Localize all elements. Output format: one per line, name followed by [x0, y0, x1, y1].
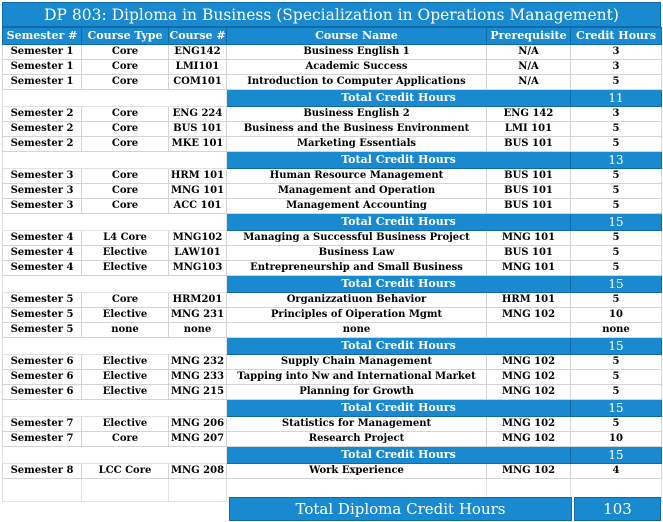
table-row — [3, 122, 662, 137]
empty-cell[interactable] — [3, 479, 82, 502]
total-credit-label[interactable]: Total Credit Hours — [227, 338, 571, 355]
table-cell[interactable]: MNG102 — [169, 231, 227, 246]
table-cell[interactable]: MNG 102 — [487, 370, 571, 385]
table-cell[interactable]: Elective — [82, 308, 169, 323]
table-cell[interactable]: Semester 2 — [3, 137, 82, 152]
total-credit-label[interactable]: Total Credit Hours — [227, 276, 571, 293]
table-row — [3, 323, 662, 338]
total-row — [3, 338, 662, 355]
table-cell[interactable]: Core — [82, 169, 169, 184]
table-cell[interactable]: 3 — [571, 107, 662, 122]
total-row — [3, 152, 662, 169]
total-credit-label[interactable]: Total Credit Hours — [227, 152, 571, 169]
table-cell[interactable]: MNG 207 — [169, 432, 227, 447]
header-cell[interactable]: Credit Hours — [571, 28, 662, 45]
table-cell[interactable]: none — [571, 323, 662, 338]
table-row — [3, 355, 662, 370]
table-cell[interactable]: MNG 101 — [487, 261, 571, 276]
total-credit-value[interactable]: 15 — [571, 447, 662, 464]
table-cell[interactable]: N/A — [487, 75, 571, 90]
table-cell[interactable]: Core — [82, 432, 169, 447]
empty-cell[interactable] — [3, 338, 227, 355]
empty-cell[interactable] — [3, 90, 227, 107]
table-cell[interactable]: MNG 102 — [487, 355, 571, 370]
table-row — [3, 370, 662, 385]
table-cell[interactable]: Business English 2 — [227, 107, 487, 122]
table-row — [3, 246, 662, 261]
table-cell[interactable]: Core — [82, 184, 169, 199]
table-cell[interactable]: Core — [82, 107, 169, 122]
table-row — [3, 385, 662, 400]
table-cell[interactable]: 4 — [571, 464, 662, 479]
table-cell[interactable]: Semester 1 — [3, 45, 82, 60]
table-cell[interactable]: COM101 — [169, 75, 227, 90]
table-row — [3, 75, 662, 90]
header-cell[interactable]: Course # — [169, 28, 227, 45]
header-cell[interactable]: Course Type — [82, 28, 169, 45]
table-cell[interactable]: Organizzatiuon Behavior — [227, 293, 487, 308]
table-cell[interactable]: BUS 101 — [487, 137, 571, 152]
table-cell[interactable]: BUS 101 — [169, 122, 227, 137]
total-credit-value[interactable]: 13 — [571, 152, 662, 169]
grand-total — [229, 497, 661, 521]
table-cell[interactable]: Business Law — [227, 246, 487, 261]
table-cell[interactable]: Semester 6 — [3, 355, 82, 370]
table-cell[interactable]: 5 — [571, 261, 662, 276]
table-cell[interactable]: Semester 3 — [3, 169, 82, 184]
table-cell[interactable]: ENG 142 — [487, 107, 571, 122]
table-cell[interactable]: Semester 6 — [3, 370, 82, 385]
table-cell[interactable]: Statistics for Management — [227, 417, 487, 432]
header-cell[interactable]: Course Name — [227, 28, 487, 45]
table-cell[interactable]: 5 — [571, 169, 662, 184]
table-cell[interactable]: 5 — [571, 385, 662, 400]
table-cell[interactable]: Academic Success — [227, 60, 487, 75]
table-cell[interactable]: 5 — [571, 370, 662, 385]
table-row — [3, 293, 662, 308]
table-cell[interactable]: LMI101 — [169, 60, 227, 75]
table-cell[interactable]: MNG 101 — [487, 231, 571, 246]
table-row — [3, 60, 662, 75]
table-cell[interactable]: LAW101 — [169, 246, 227, 261]
table-cell[interactable]: 5 — [571, 246, 662, 261]
table-cell[interactable]: 5 — [571, 184, 662, 199]
table-cell[interactable]: Core — [82, 45, 169, 60]
empty-cell[interactable] — [82, 479, 169, 502]
table-cell[interactable]: MNG 206 — [169, 417, 227, 432]
table-cell[interactable]: Semester 1 — [3, 60, 82, 75]
table-cell[interactable]: 3 — [571, 60, 662, 75]
table-cell[interactable]: Research Project — [227, 432, 487, 447]
table-cell[interactable]: 5 — [571, 417, 662, 432]
table-row — [3, 184, 662, 199]
table-cell[interactable]: Supply Chain Management — [227, 355, 487, 370]
table-cell[interactable]: 5 — [571, 75, 662, 90]
total-row — [3, 400, 662, 417]
table-cell[interactable]: MNG 233 — [169, 370, 227, 385]
table-cell[interactable]: Human Resource Management — [227, 169, 487, 184]
table-cell[interactable]: HRM201 — [169, 293, 227, 308]
table-cell[interactable]: Semester 4 — [3, 246, 82, 261]
table-cell[interactable]: N/A — [487, 45, 571, 60]
table-row — [3, 432, 662, 447]
table-row — [3, 45, 662, 60]
total-credit-value[interactable]: 15 — [571, 276, 662, 293]
table-cell[interactable]: Core — [82, 60, 169, 75]
table-cell[interactable]: Entrepreneurship and Small Business — [227, 261, 487, 276]
table-cell[interactable]: Tapping into Nw and International Market — [227, 370, 487, 385]
table-row — [3, 169, 662, 184]
table-cell[interactable]: Semester 3 — [3, 199, 82, 214]
table-cell[interactable]: 10 — [571, 308, 662, 323]
table-row — [3, 199, 662, 214]
table-cell[interactable]: 5 — [571, 293, 662, 308]
table-cell[interactable]: ENG 224 — [169, 107, 227, 122]
grand-total-label[interactable]: Total Diploma Credit Hours — [229, 497, 572, 521]
table-cell[interactable]: MNG 102 — [487, 308, 571, 323]
total-credit-label[interactable]: Total Credit Hours — [227, 400, 571, 417]
table-row — [3, 231, 662, 246]
total-credit-value[interactable]: 11 — [571, 90, 662, 107]
table-cell[interactable]: Elective — [82, 355, 169, 370]
table-cell[interactable]: MNG 232 — [169, 355, 227, 370]
header-row — [3, 28, 662, 45]
table-cell[interactable]: BUS 101 — [487, 199, 571, 214]
table-cell[interactable]: BUS 101 — [487, 184, 571, 199]
table-row — [3, 308, 662, 323]
table-cell[interactable]: 3 — [571, 45, 662, 60]
empty-cell[interactable] — [3, 447, 227, 464]
table-cell[interactable]: HRM 101 — [169, 169, 227, 184]
table-cell[interactable]: MNG103 — [169, 261, 227, 276]
total-row — [3, 90, 662, 107]
table-cell[interactable]: Core — [82, 137, 169, 152]
table-cell[interactable]: Semester 5 — [3, 293, 82, 308]
table-cell[interactable]: Managing a Successful Business Project — [227, 231, 487, 246]
table-cell[interactable]: none — [82, 323, 169, 338]
table-cell[interactable]: 5 — [571, 199, 662, 214]
table-cell[interactable] — [487, 323, 571, 338]
table-cell[interactable]: Management and Operation — [227, 184, 487, 199]
table-cell[interactable]: Elective — [82, 370, 169, 385]
table-cell[interactable]: Core — [82, 293, 169, 308]
table-row — [3, 261, 662, 276]
table-cell[interactable]: MNG 231 — [169, 308, 227, 323]
table-cell[interactable]: BUS 101 — [487, 169, 571, 184]
empty-cell[interactable] — [3, 276, 227, 293]
table-cell[interactable]: Elective — [82, 261, 169, 276]
table-cell[interactable]: Elective — [82, 417, 169, 432]
table-cell[interactable]: 5 — [571, 137, 662, 152]
header-cell[interactable]: Semester # — [3, 28, 82, 45]
total-credit-value[interactable]: 15 — [571, 214, 662, 231]
table-cell[interactable]: Semester 1 — [3, 75, 82, 90]
table-cell[interactable]: Business English 1 — [227, 45, 487, 60]
empty-cell[interactable] — [3, 400, 227, 417]
table-cell[interactable]: ENG142 — [169, 45, 227, 60]
total-credit-value[interactable]: 15 — [571, 400, 662, 417]
table-cell[interactable]: Principles of Oiperation Mgmt — [227, 308, 487, 323]
total-credit-label[interactable]: Total Credit Hours — [227, 90, 571, 107]
table-cell[interactable]: Elective — [82, 385, 169, 400]
table-cell[interactable]: Semester 7 — [3, 417, 82, 432]
table-cell[interactable]: LMI 101 — [487, 122, 571, 137]
table-cell[interactable]: Semester 4 — [3, 231, 82, 246]
table-cell[interactable]: Core — [82, 199, 169, 214]
table-cell[interactable]: 10 — [571, 432, 662, 447]
table-cell[interactable]: Semester 8 — [3, 464, 82, 479]
total-credit-label[interactable]: Total Credit Hours — [227, 214, 571, 231]
table-cell[interactable]: 5 — [571, 231, 662, 246]
table-cell[interactable]: Core — [82, 75, 169, 90]
table-cell[interactable]: Semester 3 — [3, 184, 82, 199]
table-cell[interactable]: MNG 101 — [169, 184, 227, 199]
total-row — [3, 276, 662, 293]
empty-cell[interactable] — [3, 214, 227, 231]
table-cell[interactable]: MNG 102 — [487, 464, 571, 479]
table-cell[interactable]: MNG 102 — [487, 417, 571, 432]
table-cell[interactable]: none — [169, 323, 227, 338]
table-cell[interactable]: L4 Core — [82, 231, 169, 246]
grand-total-value[interactable]: 103 — [574, 497, 661, 521]
table-cell[interactable]: Business and the Business Environment — [227, 122, 487, 137]
empty-cell[interactable] — [3, 152, 227, 169]
table-cell[interactable]: Elective — [82, 246, 169, 261]
table-cell[interactable]: MKE 101 — [169, 137, 227, 152]
page-title: DP 803: Diploma in Business (Specialization in Operations Management) — [2, 2, 661, 27]
table-cell[interactable]: Work Experience — [227, 464, 487, 479]
table-cell[interactable]: Semester 4 — [3, 261, 82, 276]
table-cell[interactable]: N/A — [487, 60, 571, 75]
table-row — [3, 107, 662, 122]
table-cell[interactable]: MNG 215 — [169, 385, 227, 400]
header-cell[interactable]: Prerequisite — [487, 28, 571, 45]
table-cell[interactable]: ACC 101 — [169, 199, 227, 214]
empty-cell[interactable] — [169, 479, 227, 502]
table-cell[interactable]: MNG 208 — [169, 464, 227, 479]
table-cell[interactable]: Semester 5 — [3, 323, 82, 338]
table-row — [3, 417, 662, 432]
table-cell[interactable]: MNG 102 — [487, 432, 571, 447]
table-row — [3, 464, 662, 479]
table-cell[interactable]: Management Accounting — [227, 199, 487, 214]
table-cell[interactable]: MNG 102 — [487, 385, 571, 400]
course-table-body — [3, 28, 662, 502]
table-cell[interactable]: HRM 101 — [487, 293, 571, 308]
total-credit-label[interactable]: Total Credit Hours — [227, 447, 571, 464]
table-cell[interactable]: 5 — [571, 122, 662, 137]
total-credit-value[interactable]: 15 — [571, 338, 662, 355]
table-cell[interactable]: Semester 6 — [3, 385, 82, 400]
table-cell[interactable]: Core — [82, 122, 169, 137]
table-cell[interactable]: Semester 2 — [3, 122, 82, 137]
table-cell[interactable]: LCC Core — [82, 464, 169, 479]
table-cell[interactable]: none — [227, 323, 487, 338]
table-cell[interactable]: Introduction to Computer Applications — [227, 75, 487, 90]
course-table — [2, 27, 662, 502]
table-cell[interactable]: Semester 2 — [3, 107, 82, 122]
table-cell[interactable]: Planning for Growth — [227, 385, 487, 400]
table-cell[interactable]: 5 — [571, 355, 662, 370]
table-cell[interactable]: BUS 101 — [487, 246, 571, 261]
total-row — [3, 214, 662, 231]
table-cell[interactable]: Semester 7 — [3, 432, 82, 447]
table-cell[interactable]: Semester 5 — [3, 308, 82, 323]
table-cell[interactable]: Marketing Essentials — [227, 137, 487, 152]
total-row — [3, 447, 662, 464]
table-row — [3, 137, 662, 152]
